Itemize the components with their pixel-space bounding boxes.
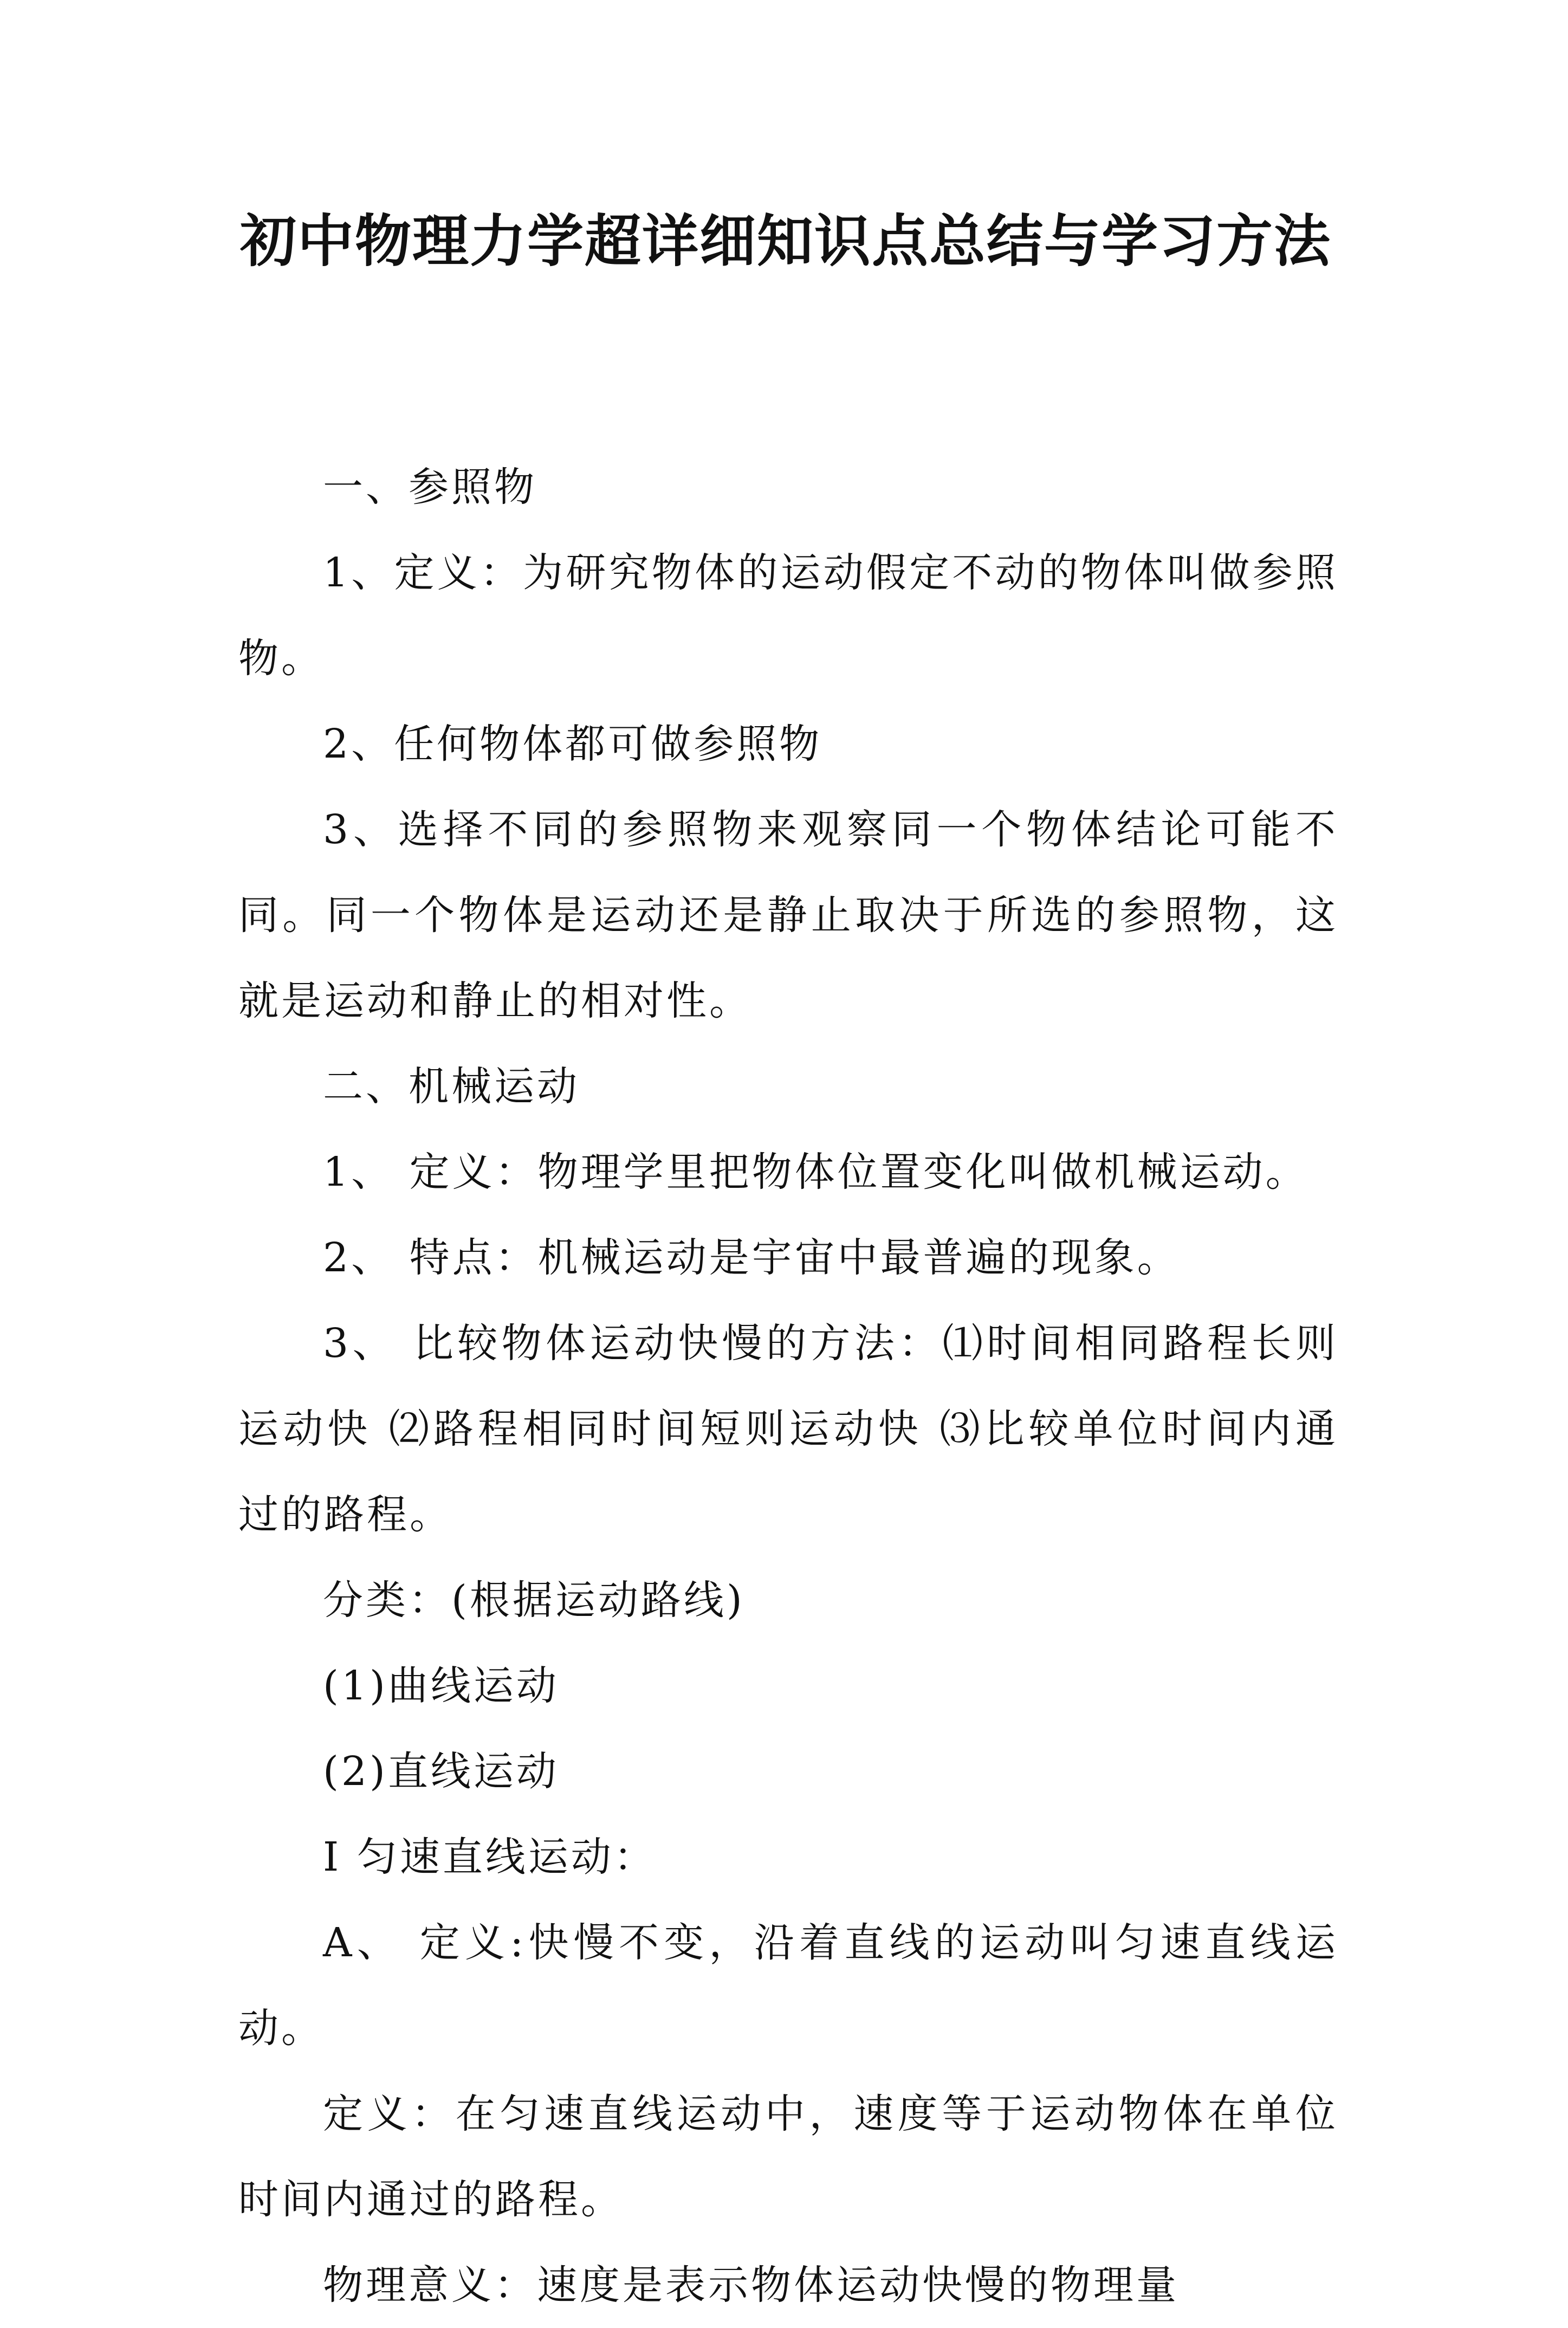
paragraph: A、 定义:快慢不变，沿着直线的运动叫匀速直线运动。 xyxy=(238,1919,1338,2052)
paragraph: (1)曲线运动 xyxy=(323,1663,559,1709)
paragraph: 3、选择不同的参照物来观察同一个物体结论可能不同。同一个物体是运动还是静止取决于所选的参照物，这就是运动和静止的相对性。 xyxy=(238,806,1338,1024)
paragraph: (2)直线运动 xyxy=(323,1748,559,1795)
paragraph: 分类：(根据运动路线) xyxy=(323,1577,745,1624)
document-title: 初中物理力学超详细知识点总结与学习方法 xyxy=(239,208,1331,274)
paragraph: 2、 特点：机械运动是宇宙中最普遍的现象。 xyxy=(323,1234,1180,1281)
paragraph: 1、定义：为研究物体的运动假定不动的物体叫做参照物。 xyxy=(238,549,1338,682)
paragraph: 3、 比较物体运动快慢的方法：⑴时间相同路程长则运动快 ⑵路程相同时间短则运动快 ⑶比较单位时间内通过的路程。 xyxy=(238,1320,1338,1538)
section-heading-mechanical-motion: 二、机械运动 xyxy=(323,1063,580,1110)
document-body xyxy=(238,444,1338,2328)
paragraph: 定义：在匀速直线运动中，速度等于运动物体在单位时间内通过的路程。 xyxy=(238,2091,1338,2223)
paragraph: 2、任何物体都可做参照物 xyxy=(323,721,822,767)
paragraph: 物理意义：速度是表示物体运动快慢的物理量 xyxy=(323,2262,1179,2308)
paragraph: Ⅰ 匀速直线运动： xyxy=(323,1834,657,1880)
paragraph: 1、 定义：物理学里把物体位置变化叫做机械运动。 xyxy=(323,1149,1308,1195)
section-heading-reference-object: 一、参照物 xyxy=(323,464,537,510)
